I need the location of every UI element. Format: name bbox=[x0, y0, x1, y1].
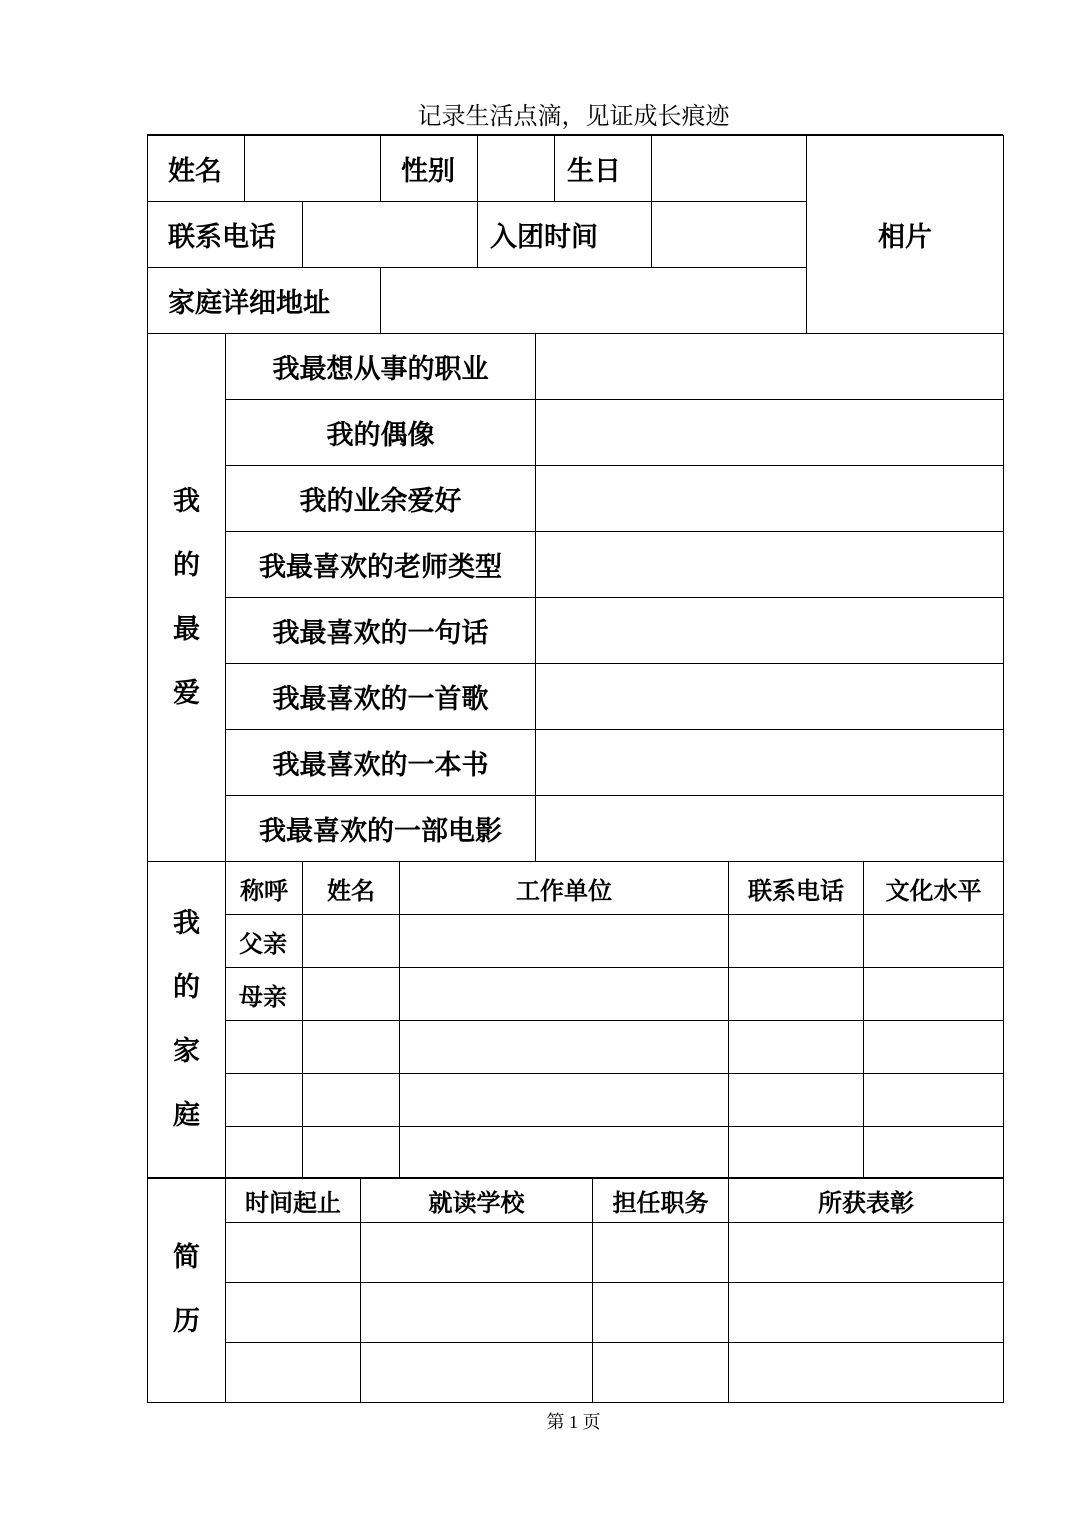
family-header: 称呼 bbox=[226, 862, 303, 915]
family-section-label: 我 的 家 庭 bbox=[148, 862, 226, 1179]
favorite-label: 我最喜欢的一句话 bbox=[226, 598, 536, 664]
family-cell[interactable] bbox=[864, 1127, 1004, 1179]
family-cell[interactable] bbox=[864, 968, 1004, 1021]
favorite-label: 我的偶像 bbox=[226, 400, 536, 466]
favorite-field[interactable] bbox=[536, 532, 1004, 598]
family-cell[interactable] bbox=[226, 1021, 303, 1074]
family-header: 工作单位 bbox=[400, 862, 729, 915]
family-header: 姓名 bbox=[303, 862, 400, 915]
resume-cell[interactable] bbox=[729, 1223, 1004, 1283]
birthday-field[interactable] bbox=[652, 136, 807, 202]
page-number: 第 1 页 bbox=[546, 1412, 601, 1432]
family-cell[interactable] bbox=[303, 968, 400, 1021]
photo-box[interactable]: 相片 bbox=[807, 136, 1004, 334]
favorite-field[interactable] bbox=[536, 730, 1004, 796]
resume-cell[interactable] bbox=[226, 1283, 361, 1343]
family-cell[interactable] bbox=[303, 1127, 400, 1179]
resume-cell[interactable] bbox=[593, 1223, 729, 1283]
resume-cell[interactable] bbox=[361, 1343, 593, 1403]
favorite-field[interactable] bbox=[536, 796, 1004, 862]
favorite-label: 我最喜欢的老师类型 bbox=[226, 532, 536, 598]
birthday-label: 生日 bbox=[555, 136, 652, 202]
favorites-table bbox=[147, 333, 1004, 862]
favorite-field[interactable] bbox=[536, 334, 1004, 400]
family-table bbox=[147, 861, 1004, 1179]
favorite-label: 我最喜欢的一首歌 bbox=[226, 664, 536, 730]
family-cell[interactable] bbox=[729, 1074, 864, 1127]
resume-cell[interactable] bbox=[361, 1283, 593, 1343]
resume-cell[interactable] bbox=[593, 1343, 729, 1403]
relation-father: 父亲 bbox=[226, 915, 303, 968]
resume-header: 就读学校 bbox=[361, 1178, 593, 1223]
address-field[interactable] bbox=[381, 268, 807, 334]
resume-header: 所获表彰 bbox=[729, 1178, 1004, 1223]
resume-section-label: 简 历 bbox=[148, 1178, 226, 1403]
favorite-label: 我最喜欢的一本书 bbox=[226, 730, 536, 796]
family-cell[interactable] bbox=[729, 915, 864, 968]
favorite-field[interactable] bbox=[536, 598, 1004, 664]
family-cell[interactable] bbox=[400, 915, 729, 968]
gender-label: 性别 bbox=[381, 136, 478, 202]
favorite-label: 我最想从事的职业 bbox=[226, 334, 536, 400]
phone-label: 联系电话 bbox=[148, 202, 303, 268]
resume-cell[interactable] bbox=[226, 1343, 361, 1403]
family-cell[interactable] bbox=[729, 1021, 864, 1074]
family-cell[interactable] bbox=[400, 1021, 729, 1074]
family-cell[interactable] bbox=[400, 1127, 729, 1179]
join-date-label: 入团时间 bbox=[478, 202, 652, 268]
family-cell[interactable] bbox=[226, 1074, 303, 1127]
resume-table bbox=[147, 1177, 1004, 1403]
gender-field[interactable] bbox=[478, 136, 555, 202]
join-date-field[interactable] bbox=[652, 202, 807, 268]
family-cell[interactable] bbox=[729, 968, 864, 1021]
family-cell[interactable] bbox=[226, 1127, 303, 1179]
family-cell[interactable] bbox=[864, 1021, 1004, 1074]
favorite-field[interactable] bbox=[536, 664, 1004, 730]
resume-cell[interactable] bbox=[729, 1283, 1004, 1343]
favorite-label: 我最喜欢的一部电影 bbox=[226, 796, 536, 862]
resume-cell[interactable] bbox=[729, 1343, 1004, 1403]
family-cell[interactable] bbox=[864, 915, 1004, 968]
address-label: 家庭详细地址 bbox=[148, 268, 381, 334]
phone-field[interactable] bbox=[303, 202, 478, 268]
resume-header: 担任职务 bbox=[593, 1178, 729, 1223]
family-cell[interactable] bbox=[303, 1074, 400, 1127]
family-cell[interactable] bbox=[729, 1127, 864, 1179]
family-cell[interactable] bbox=[400, 968, 729, 1021]
basic-info-table bbox=[147, 135, 1004, 334]
family-cell[interactable] bbox=[864, 1074, 1004, 1127]
resume-cell[interactable] bbox=[361, 1223, 593, 1283]
name-field[interactable] bbox=[245, 136, 381, 202]
resume-header: 时间起止 bbox=[226, 1178, 361, 1223]
resume-cell[interactable] bbox=[226, 1223, 361, 1283]
family-cell[interactable] bbox=[303, 915, 400, 968]
favorites-section-label: 我 的 最 爱 bbox=[148, 334, 226, 862]
family-cell[interactable] bbox=[400, 1074, 729, 1127]
favorite-field[interactable] bbox=[536, 466, 1004, 532]
favorite-label: 我的业余爱好 bbox=[226, 466, 536, 532]
family-header: 联系电话 bbox=[729, 862, 864, 915]
page-title: 记录生活点滴，见证成长痕迹 bbox=[417, 102, 730, 130]
relation-mother: 母亲 bbox=[226, 968, 303, 1021]
name-label: 姓名 bbox=[148, 136, 245, 202]
resume-cell[interactable] bbox=[593, 1283, 729, 1343]
favorite-field[interactable] bbox=[536, 400, 1004, 466]
family-cell[interactable] bbox=[303, 1021, 400, 1074]
family-header: 文化水平 bbox=[864, 862, 1004, 915]
